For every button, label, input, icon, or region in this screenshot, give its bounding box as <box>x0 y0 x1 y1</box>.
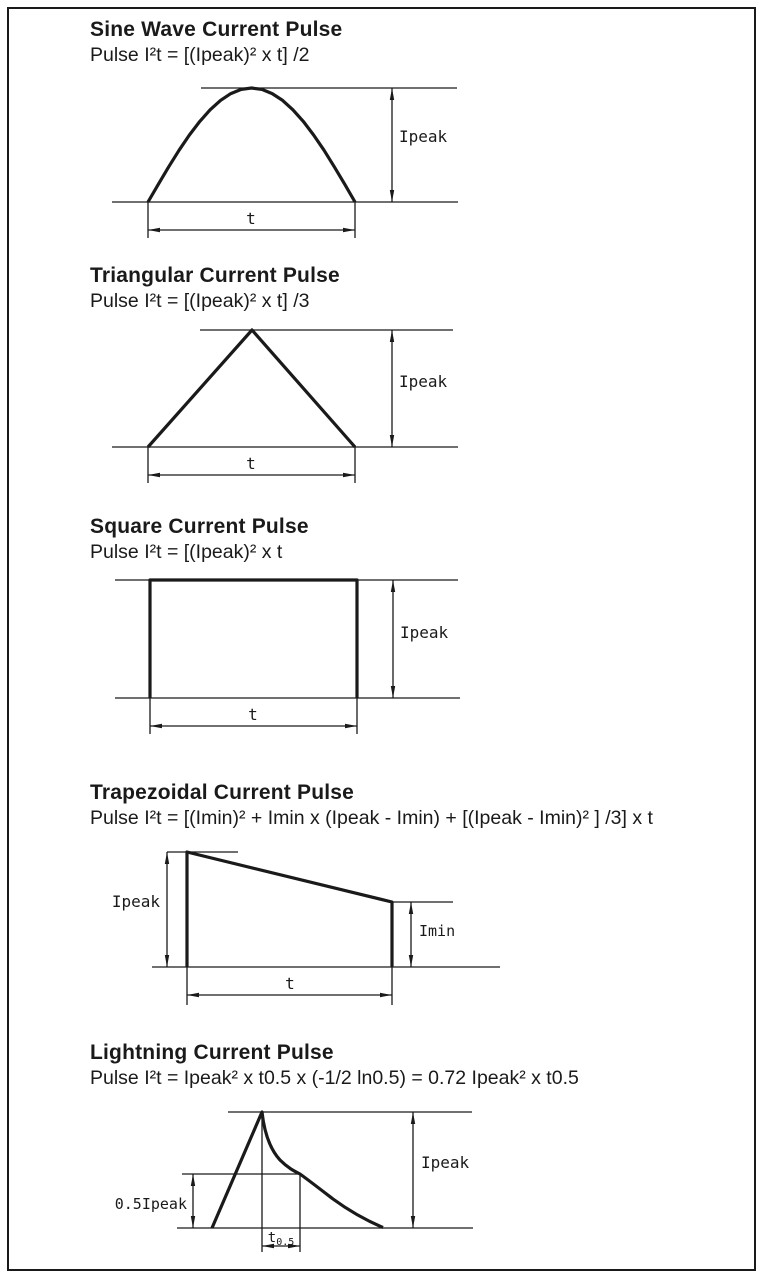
triangular-diagram <box>0 320 763 488</box>
section-square-text <box>90 515 309 564</box>
square-diagram <box>0 570 763 740</box>
section-title: Sine Wave Current Pulse <box>90 18 343 41</box>
section-title: Triangular Current Pulse <box>90 264 340 287</box>
section-formula: Pulse I²t = [(Ipeak)² x t] /2 <box>90 44 310 66</box>
t-label: t <box>246 209 256 228</box>
section-formula: Pulse I²t = [(Imin)² + Imin x (Ipeak - Imin) + [(Ipeak - Imin)² ] /3] x t <box>90 807 653 829</box>
section-lightning-text <box>90 1041 579 1090</box>
ipeak-label: Ipeak <box>111 892 160 911</box>
ipeak-label: Ipeak <box>399 372 448 391</box>
lightning-diagram <box>0 1105 763 1270</box>
section-title: Square Current Pulse <box>90 515 309 538</box>
ipeak-label: Ipeak <box>400 623 449 642</box>
sine-pulse-curve <box>148 88 355 202</box>
ipeak-label: Ipeak <box>421 1153 470 1172</box>
t-half-label: $t_{0.5}$ <box>267 1230 295 1248</box>
t-label: t <box>285 974 295 993</box>
section-formula: Pulse I²t = [(Ipeak)² x t] /3 <box>90 290 310 312</box>
half-ipeak-label: 0.5Ipeak <box>114 1195 187 1213</box>
ipeak-label: Ipeak <box>399 127 448 146</box>
section-formula: Pulse I²t = Ipeak² x t0.5 x (-1/2 ln0.5) = 0.72 Ipeak² x t0.5 <box>90 1067 579 1089</box>
square-pulse-curve <box>150 580 357 698</box>
lightning-pulse-curve <box>212 1112 383 1228</box>
imin-label: Imin <box>419 922 456 940</box>
trapezoid-pulse-curve <box>187 852 392 967</box>
sine-wave-diagram <box>0 80 763 250</box>
section-triangular-text <box>90 264 340 313</box>
t-label: t <box>248 705 258 724</box>
section-trapezoidal-text <box>90 781 653 830</box>
section-sine-wave-text <box>90 18 342 67</box>
triangle-pulse-curve <box>148 330 355 447</box>
section-formula: Pulse I²t = [(Ipeak)² x t <box>90 541 283 563</box>
t-label: t <box>246 454 256 473</box>
section-title: Lightning Current Pulse <box>90 1041 334 1064</box>
trapezoidal-diagram <box>0 845 763 1010</box>
section-title: Trapezoidal Current Pulse <box>90 781 355 804</box>
